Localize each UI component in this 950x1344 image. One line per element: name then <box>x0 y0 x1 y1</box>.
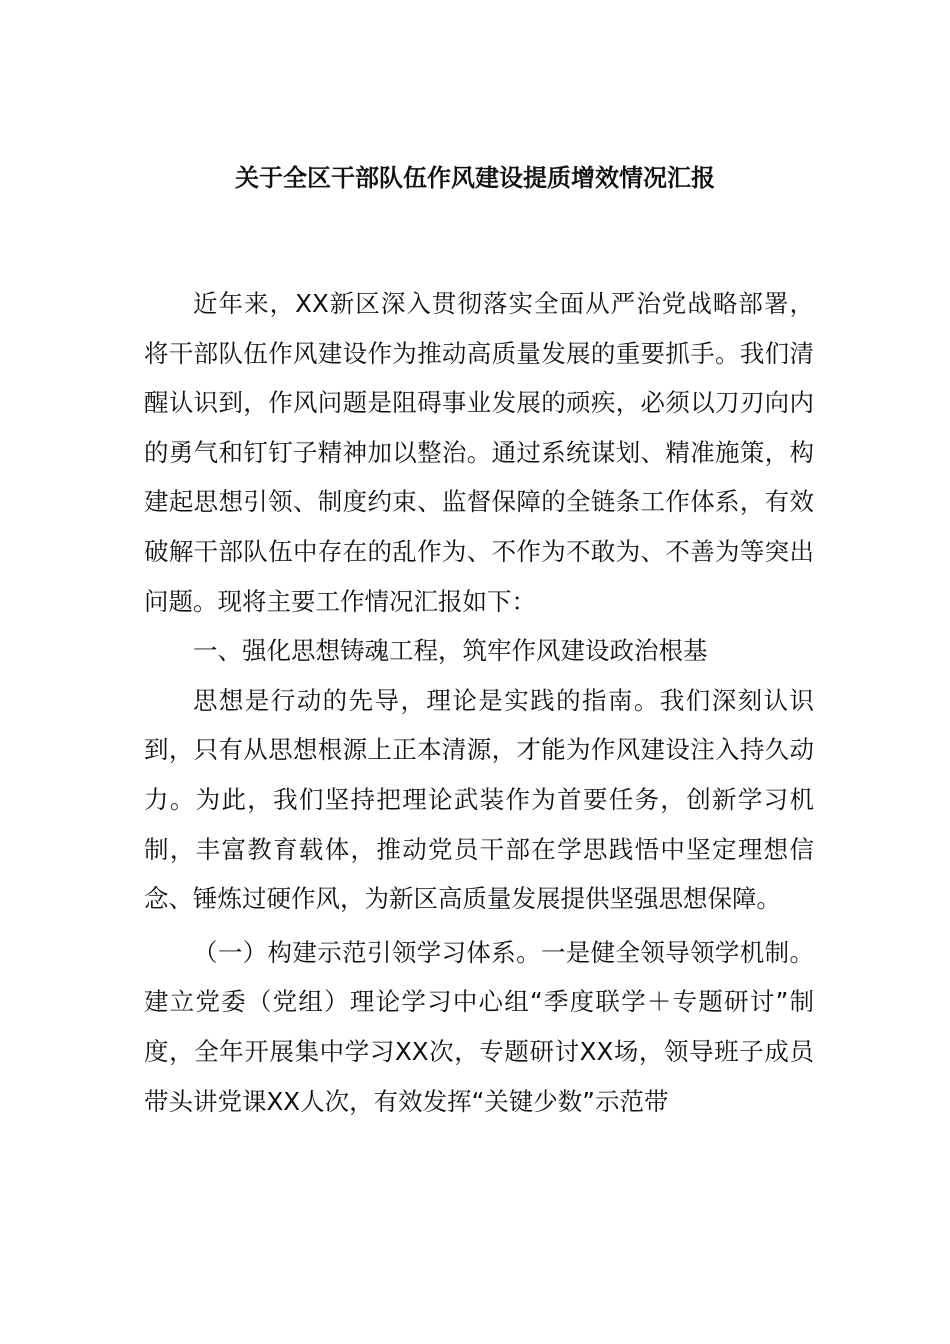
document-body <box>144 279 814 1126</box>
section-heading-1: 一、强化思想铸魂工程，筑牢作风建设政治根基 <box>193 636 708 666</box>
paragraph-section-1: 思想是行动的先导，理论是实践的指南。我们深刻认识到，只有从思想根源上正本清源，才能为作风建设注入持久动力。为此，我们坚持把理论武装作为首要任务，创新学习机制，丰富教育载体，推动党员干部在学思践悟中坚定理想信念、锤炼过硬作风，为新区高质量发展提供坚强思想保障。 <box>144 685 814 914</box>
paragraph-intro: 近年来，XX新区深入贯彻落实全面从严治党战略部署，将干部队伍作风建设作为推动高质量发展的重要抓手。我们清醒认识到，作风问题是阻碍事业发展的顽疾，必须以刀刃向内的勇气和钉钉子精神加以整治。通过系统谋划、精准施策，构建起思想引领、制度约束、监督保障的全链条工作体系，有效破解干部队伍中存在的乱作为、不作为不敢为、不善为等突出问题。现将主要工作情况汇报如下： <box>144 289 814 616</box>
paragraph-subsection-1: （一）构建示范引领学习体系。一是健全领导领学机制。建立党委（党组）理论学习中心组“季度联学＋专题研讨”制度，全年开展集中学习XX次，专题研讨XX场，领导班子成员带头讲党课XX人次，有效发挥“关键少数”示范带 <box>144 937 814 1116</box>
document-title: 关于全区干部队伍作风建设提质增效情况汇报 <box>235 164 715 192</box>
